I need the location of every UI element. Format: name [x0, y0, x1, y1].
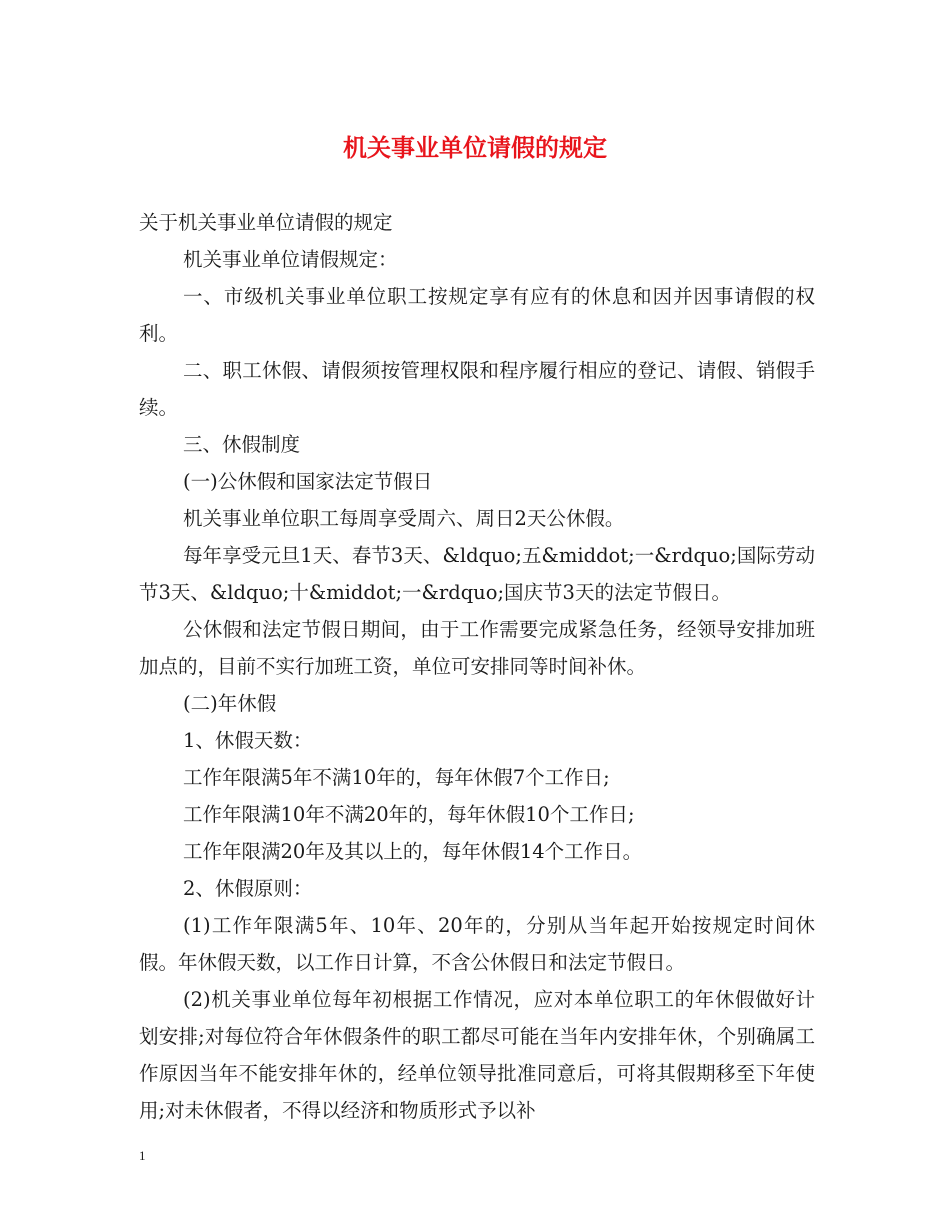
- paragraph: 一、市级机关事业单位职工按规定享有应有的休息和因并因事请假的权利。: [139, 285, 815, 345]
- paragraph: (二)年休假: [183, 692, 277, 715]
- paragraph: (1)工作年限满5年、10年、20年的，分别从当年起开始按规定时间休假。年休假天数，以工作日计算，不含公休假日和法定节假日。: [139, 914, 815, 974]
- paragraph: 机关事业单位请假规定：: [183, 248, 398, 271]
- paragraph: 工作年限满20年及其以上的，每年休假14个工作日。: [183, 840, 643, 863]
- paragraph: 每年享受元旦1天、春节3天、&ldquo;五&middot;一&rdquo;国际劳动节3天、&ldquo;十&middot;一&rdquo;国庆节3天的法定节假日。: [139, 544, 815, 604]
- paragraph: 机关事业单位职工每周享受周六、周日2天公休假。: [183, 507, 625, 530]
- page-number: 1: [139, 1148, 146, 1163]
- paragraph: 2、休假原则：: [183, 877, 313, 900]
- paragraph: 二、职工休假、请假须按管理权限和程序履行相应的登记、请假、销假手续。: [139, 359, 815, 419]
- document-title: 机关事业单位请假的规定: [343, 133, 607, 162]
- document-body: [139, 204, 815, 1129]
- paragraph: 工作年限满10年不满20年的，每年休假10个工作日;: [183, 803, 635, 826]
- paragraph: 关于机关事业单位请假的规定: [139, 211, 393, 234]
- paragraph: (一)公休假和国家法定节假日: [183, 470, 433, 493]
- paragraph: (2)机关事业单位每年初根据工作情况，应对本单位职工的年休假做好计划安排;对每位符合年休假条件的职工都尽可能在当年内安排年休，个别确属工作原因当年不能安排年休的，经单位领导批准同意后，可将其假期移至下年使用;对未休假者，不得以经济和物质形式予以补: [139, 988, 815, 1122]
- paragraph: 1、休假天数：: [183, 729, 313, 752]
- paragraph: 公休假和法定节假日期间，由于工作需要完成紧急任务，经领导安排加班加点的，目前不实行加班工资，单位可安排同等时间补休。: [139, 618, 815, 678]
- paragraph: 工作年限满5年不满10年的，每年休假7个工作日;: [183, 766, 610, 789]
- paragraph: 三、休假制度: [183, 433, 301, 456]
